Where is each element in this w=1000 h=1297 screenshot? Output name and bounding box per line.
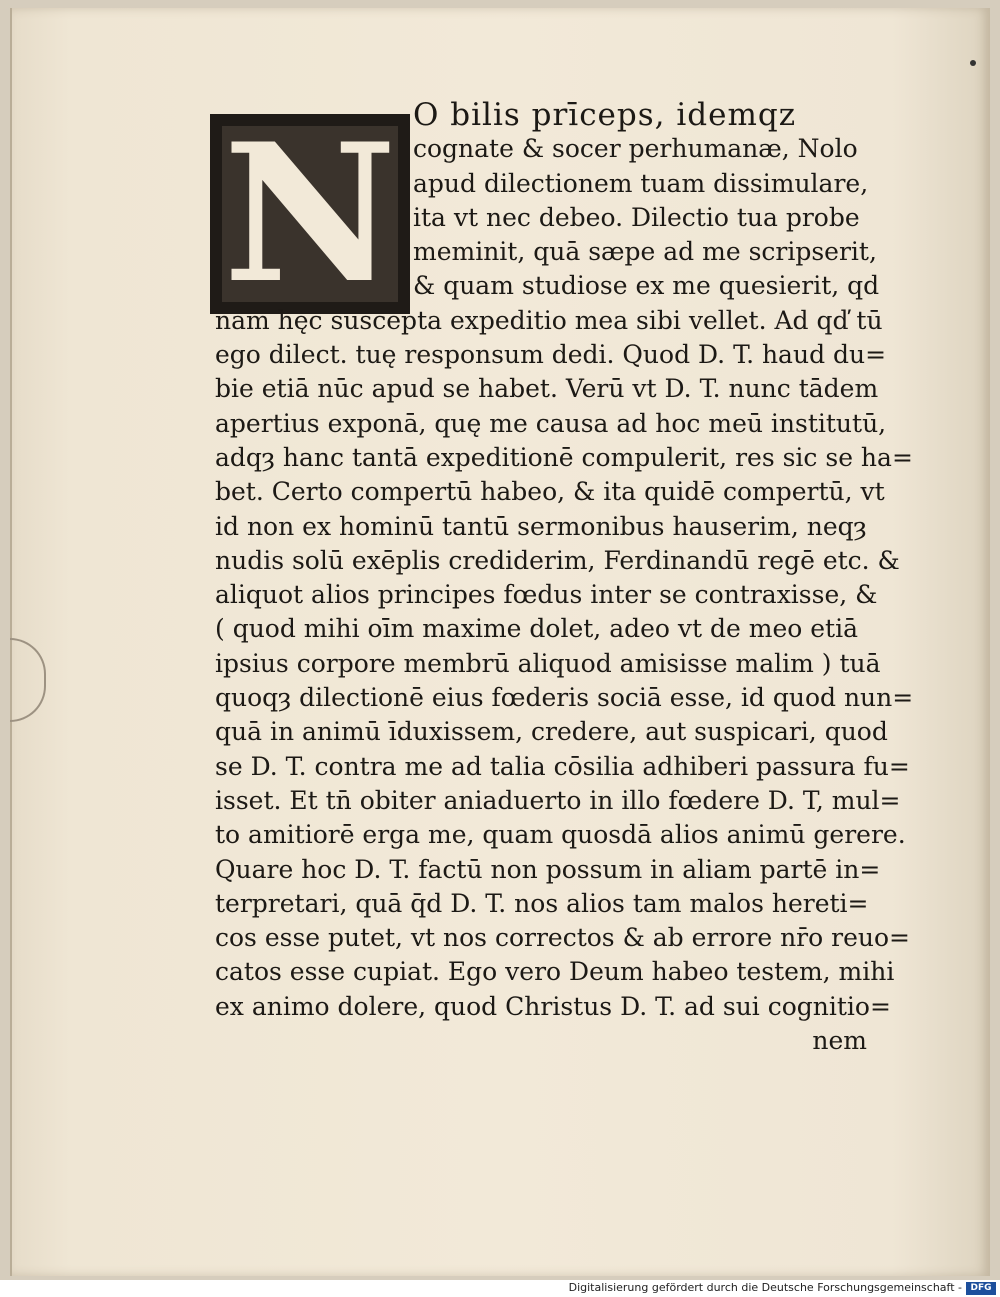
text-line: O bilis prīceps, idemqz [413,97,797,133]
text-line: bie etiā nūc apud se habet. Verū vt D. T. nunc tādem [215,374,879,404]
text-line: ego dilect. tuę responsum dedi. Quod D. T. haud du= [215,340,887,370]
text-line: terpretari, quā q̄d D. T. nos alios tam malos hereti= [215,888,869,918]
text-line: & quam studiose ex me quesierit, qd [413,271,880,301]
edge-mark [970,60,976,66]
text-line: to amitiorē erga me, quam quosdā alios animū gerere. [215,820,906,850]
text-line: nudis solū exēplis crediderim, Ferdinandū regē etc. & [215,545,900,575]
text-line: quā in animū īduxissem, credere, aut suspicari, quod [215,717,888,747]
initial-letter: N [223,102,397,325]
dfg-logo: DFG [966,1282,996,1295]
text-line: isset. Et tn̄ obiter aniaduerto in illo fœdere D. T, mul= [215,785,901,815]
text-line: ( quod mihi oīm maxime dolet, adeo vt de meo etiā [215,614,858,644]
text-line: se D. T. contra me ad talia cōsilia adhiberi passura fu= [215,751,910,781]
text-line: ipsius corpore membrū aliquod amisisse malim ) tuā [215,648,881,678]
text-line: apud dilectionem tuam dissimulare, [413,168,869,198]
binding-clasp [10,638,46,722]
body-text [215,97,914,1058]
text-line: adqȝ hanc tantā expeditionē compulerit, res sic se ha= [215,442,913,472]
catchword: nem [812,1026,867,1056]
text-line: ita vt nec debeo. Dilectio tua probe [413,202,860,232]
text-line: meminit, quā sæpe ad me scripserit, [413,237,877,267]
text-line: cognate & socer perhumanæ, Nolo [413,134,858,164]
text-line: id non ex hominū tantū sermonibus hauserim, neqȝ [215,511,867,541]
text-line: catos esse cupiat. Ego vero Deum habeo testem, mihi [215,957,895,987]
text-line: bet. Certo compertū habeo, & ita quidē compertū, vt [215,477,885,507]
text-line: Quare hoc D. T. factū non possum in aliam partē in= [215,854,881,884]
text-line: ex animo dolere, quod Christus D. T. ad sui cognitio= [215,991,891,1021]
text-line: apertius exponā, quę me causa ad hoc meū institutū, [215,408,887,438]
digitization-footer [0,1280,1000,1297]
text-line: quoqȝ dilectionē eius fœderis sociā esse, id quod nun= [215,683,914,713]
funding-notice: Digitalisierung gefördert durch die Deutsche Forschungsgemeinschaft - [568,1281,962,1294]
text-line: aliquot alios principes fœdus inter se contraxisse, & [215,580,878,610]
text-line: nam hęc suscepta expeditio mea sibi vellet. Ad qď tū [215,305,883,335]
text-line: cos esse putet, vt nos correctos & ab errore nr̄o reuo= [215,923,910,953]
